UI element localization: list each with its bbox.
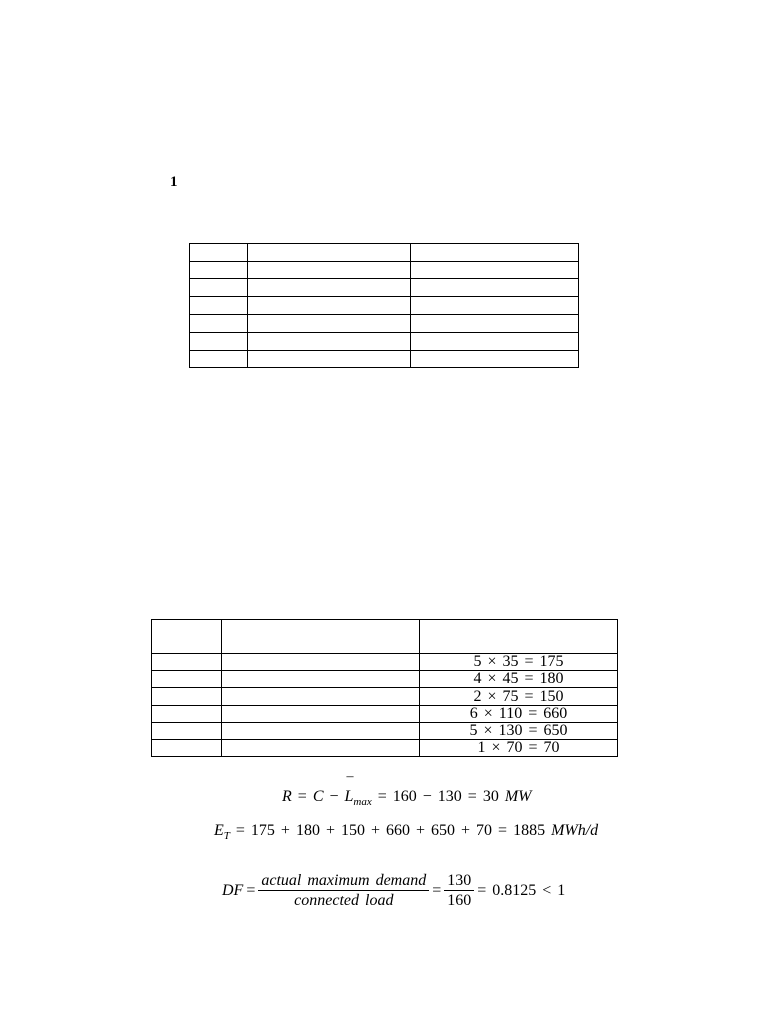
energy-expression: = 175 + 180 + 150 + 660 + 650 + 70 = 1885 bbox=[235, 822, 546, 839]
variable-l-with-bar bbox=[344, 769, 354, 806]
table-cell bbox=[189, 314, 247, 332]
table-cell bbox=[151, 687, 221, 705]
table-header-cell bbox=[221, 619, 419, 653]
table-row bbox=[189, 350, 578, 367]
table-row bbox=[151, 670, 617, 687]
energy-product-cell: 6 × 110 = 660 bbox=[419, 705, 617, 722]
equals-sign: = bbox=[246, 881, 256, 899]
table-cell bbox=[151, 670, 221, 687]
energy-product-cell: 5 × 35 = 175 bbox=[419, 653, 617, 670]
table-row bbox=[189, 278, 578, 296]
variable-e: E bbox=[214, 822, 224, 839]
table-cell bbox=[189, 278, 247, 296]
fraction-numerator: 130 bbox=[447, 872, 472, 889]
empty-data-table bbox=[189, 243, 579, 368]
variable-l: L bbox=[344, 788, 354, 805]
table-header-cell bbox=[151, 619, 221, 653]
variable-r: R bbox=[282, 788, 292, 805]
variable-df: DF bbox=[222, 881, 244, 899]
unit: MW bbox=[504, 788, 532, 805]
table-row bbox=[151, 705, 617, 722]
table-cell bbox=[221, 705, 419, 722]
fraction-denominator: 160 bbox=[444, 890, 474, 910]
table-cell bbox=[221, 670, 419, 687]
table-cell bbox=[189, 296, 247, 314]
energy-calculation-table bbox=[151, 619, 618, 757]
table-cell bbox=[247, 261, 410, 278]
table-row bbox=[151, 722, 617, 739]
table-row bbox=[189, 314, 578, 332]
table-cell bbox=[410, 296, 578, 314]
minus-sign: − bbox=[329, 788, 339, 805]
table-cell bbox=[247, 350, 410, 367]
table-cell bbox=[410, 314, 578, 332]
table-header-cell bbox=[419, 619, 617, 653]
table-row bbox=[151, 687, 617, 705]
demand-factor-result: = 0.8125 < 1 bbox=[477, 881, 566, 899]
table-cell bbox=[221, 687, 419, 705]
table-row bbox=[189, 261, 578, 278]
table-cell bbox=[221, 653, 419, 670]
table-cell bbox=[151, 722, 221, 739]
table-cell bbox=[247, 332, 410, 350]
table-cell bbox=[410, 278, 578, 296]
fraction-denominator: connected load bbox=[258, 890, 429, 910]
table-row bbox=[189, 243, 578, 261]
subscript-t: T bbox=[223, 830, 230, 842]
variable-c: C bbox=[312, 788, 324, 805]
energy-product-cell: 5 × 130 = 650 bbox=[419, 722, 617, 739]
table-cell bbox=[247, 243, 410, 261]
reserve-expression: = 160 − 130 = 30 bbox=[377, 788, 499, 805]
table-cell bbox=[151, 739, 221, 756]
subscript-max: max bbox=[353, 796, 372, 808]
reserve-equation bbox=[282, 769, 532, 808]
table-cell bbox=[221, 722, 419, 739]
demand-factor-equation bbox=[222, 871, 565, 910]
table-row bbox=[189, 332, 578, 350]
energy-equation bbox=[214, 822, 598, 840]
overbar: – bbox=[346, 769, 354, 784]
table-cell bbox=[189, 261, 247, 278]
demand-fraction bbox=[258, 871, 429, 910]
table-cell bbox=[410, 332, 578, 350]
energy-product-cell: 4 × 45 = 180 bbox=[419, 670, 617, 687]
table-cell bbox=[410, 261, 578, 278]
table-cell bbox=[247, 314, 410, 332]
table-cell bbox=[410, 350, 578, 367]
table-cell bbox=[189, 350, 247, 367]
table-cell bbox=[410, 243, 578, 261]
table-row bbox=[189, 296, 578, 314]
table-cell bbox=[247, 296, 410, 314]
table-cell bbox=[151, 705, 221, 722]
unit: MWh/d bbox=[551, 822, 599, 839]
table-cell bbox=[247, 278, 410, 296]
equals-sign: = bbox=[432, 881, 442, 899]
table-cell bbox=[151, 653, 221, 670]
table-row bbox=[151, 653, 617, 670]
energy-product-cell: 2 × 75 = 150 bbox=[419, 687, 617, 705]
table-header-row bbox=[151, 619, 617, 653]
section-number: 1 bbox=[170, 174, 178, 190]
table-cell bbox=[189, 332, 247, 350]
table-cell bbox=[221, 739, 419, 756]
fraction-numerator: actual maximum demand bbox=[261, 872, 427, 889]
energy-product-cell: 1 × 70 = 70 bbox=[419, 739, 617, 756]
table-row bbox=[151, 739, 617, 756]
numeric-fraction bbox=[444, 871, 474, 910]
table-cell bbox=[189, 243, 247, 261]
equals-sign: = bbox=[297, 788, 307, 805]
